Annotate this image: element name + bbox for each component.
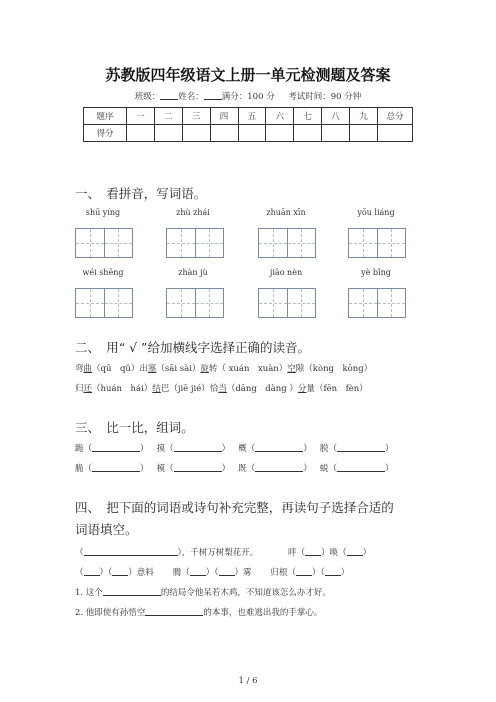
class-blank — [160, 90, 178, 100]
answer-blank[interactable] — [174, 462, 222, 472]
answer-blank[interactable] — [347, 546, 363, 556]
pronunciation-options[interactable]: （dāng dàng ） — [226, 384, 298, 394]
exam-info-line — [0, 90, 496, 102]
answer-blank[interactable] — [255, 442, 303, 452]
answer-blank[interactable] — [92, 442, 140, 452]
underlined-char: 当 — [218, 384, 227, 394]
header-cell: 题序 — [84, 108, 127, 125]
pinyin-label: yè bǐng — [361, 268, 391, 277]
writing-grid[interactable] — [258, 288, 316, 318]
header-cell: 六 — [266, 108, 294, 125]
poem-blank[interactable] — [84, 546, 178, 556]
exam-time: 考试时间：90 分钟 — [288, 92, 362, 102]
underlined-char: 分 — [297, 384, 307, 394]
writing-grid[interactable] — [166, 228, 224, 258]
question-2 — [75, 606, 322, 618]
writing-grid[interactable] — [258, 228, 316, 258]
answer-blank[interactable] — [219, 566, 235, 576]
answer-blank[interactable] — [92, 462, 140, 472]
reading-line-1 — [75, 362, 372, 374]
pronunciation-options[interactable]: （ xuán xuàn） — [217, 364, 288, 374]
char: 模 — [156, 464, 166, 474]
header-cell: 四 — [210, 108, 238, 125]
answer-blank[interactable] — [325, 566, 341, 576]
answer-blank[interactable] — [174, 442, 222, 452]
underlined-char: 空 — [287, 364, 296, 374]
char: 出 — [139, 364, 148, 374]
pinyin-label: jiāo nèn — [269, 268, 303, 277]
char: 转 — [208, 364, 218, 374]
answer-blank[interactable] — [255, 462, 303, 472]
char: 脱 — [319, 444, 329, 454]
score-cell[interactable] — [322, 125, 350, 142]
pinyin-label: zhù zhái — [176, 208, 210, 217]
answer-blank[interactable] — [103, 586, 161, 596]
question-text: 的结局令他呆若木鸡，不知道该怎么办才好。 — [160, 588, 331, 598]
answer-blank[interactable] — [337, 462, 385, 472]
char: 归 — [75, 384, 84, 394]
question-text: 2. 他即使有孙悟空 — [75, 608, 146, 618]
section4-heading-cont: 词语填空。 — [75, 522, 138, 537]
question-text: 的本事，也难逃出我的手掌心。 — [203, 608, 323, 618]
char: 量 — [306, 384, 315, 394]
score-cell[interactable] — [210, 125, 238, 142]
char: 摸 — [156, 444, 166, 454]
section3-heading: 三、 比一比，组词。 — [75, 420, 194, 435]
writing-grid[interactable] — [166, 288, 224, 318]
score-table-row — [84, 125, 413, 142]
pinyin-label: zhàn jù — [178, 268, 208, 277]
header-cell: 二 — [154, 108, 182, 125]
word-group-row-2: 脆（ ） 模（ ） 既（ ） 蜕（ ） — [75, 464, 394, 474]
question-1 — [75, 586, 331, 598]
writing-grid[interactable] — [348, 228, 406, 258]
section4-heading: 四、 把下面的词语或诗句补充完整，再读句子选择合适的 — [75, 500, 394, 515]
writing-grid[interactable] — [75, 228, 133, 258]
header-cell: 总分 — [378, 108, 413, 125]
section1-heading: 一、 看拼音，写词语。 — [75, 186, 207, 201]
underlined-char: 还 — [83, 384, 93, 394]
name-label: 姓名： — [178, 92, 204, 102]
class-label: 班级： — [134, 92, 161, 102]
pinyin-label: yōu liáng — [357, 208, 395, 217]
score-cell[interactable] — [350, 125, 378, 142]
answer-blank[interactable] — [305, 546, 321, 556]
answer-blank[interactable] — [337, 442, 385, 452]
section2-heading: 二、 用“ √ ”给加横线字选择正确的读音。 — [75, 340, 310, 355]
word-group-row-1: 跪（ ） 摸（ ） 概（ ） 脱（ ） — [75, 444, 394, 454]
question-text: 1. 这个 — [75, 588, 103, 598]
name-blank — [204, 90, 222, 100]
score-cell[interactable] — [266, 125, 294, 142]
answer-blank[interactable] — [296, 566, 312, 576]
underlined-char: 旋 — [200, 364, 209, 374]
writing-grid[interactable] — [75, 288, 133, 318]
score-cell[interactable] — [154, 125, 182, 142]
idiom-text: 归根 — [270, 568, 288, 578]
pronunciation-options[interactable]: （fēn fèn） — [314, 384, 368, 394]
pronunciation-options[interactable]: （jiē jié） — [169, 384, 210, 394]
answer-blank[interactable] — [112, 566, 128, 576]
underlined-char: 塞 — [147, 364, 157, 374]
header-cell: 五 — [238, 108, 266, 125]
underlined-char: 曲 — [83, 364, 93, 374]
char: 脆 — [75, 464, 84, 474]
fill-line-2: （ ）（ ）意料 腾（ ）（ ）雾 归根（ ）（ ） — [75, 568, 350, 578]
pronunciation-options[interactable]: （kòng kōng） — [304, 364, 373, 374]
header-cell: 八 — [322, 108, 350, 125]
char: 既 — [238, 464, 247, 474]
header-cell: 九 — [350, 108, 378, 125]
pinyin-label: wéi shēng — [82, 268, 124, 277]
full-score: 满分：100 分 — [221, 92, 275, 102]
char: 概 — [238, 444, 247, 454]
page-number: 1 / 6 — [238, 676, 258, 686]
char: 弯 — [75, 364, 84, 374]
header-cell: 三 — [182, 108, 210, 125]
fill-line-1: （ ），千树万树梨花开。 呼（ ）唤（ ） — [75, 548, 372, 558]
score-cell[interactable] — [294, 125, 322, 142]
score-table — [83, 107, 413, 142]
header-cell: 一 — [127, 108, 155, 125]
char: 蜕 — [319, 464, 329, 474]
answer-blank[interactable] — [190, 566, 206, 576]
pinyin-label: shū yíng — [85, 208, 121, 217]
pinyin-label: zhuān xīn — [266, 208, 306, 217]
pronunciation-options[interactable]: （sāi sài） — [156, 364, 201, 374]
score-cell[interactable] — [378, 125, 413, 142]
answer-blank[interactable] — [84, 566, 100, 576]
pronunciation-options[interactable]: （huán hái） — [92, 384, 153, 394]
idiom-text: 意料 — [136, 568, 154, 578]
pronunciation-options[interactable]: （qū qǔ） — [92, 364, 140, 374]
char: 巴 — [160, 384, 170, 394]
char: 恰 — [209, 384, 219, 394]
score-cell[interactable] — [182, 125, 210, 142]
document-title: 苏教版四年级语文上册一单元检测题及答案 — [105, 66, 391, 84]
reading-line-2 — [75, 382, 368, 394]
score-table-header — [84, 108, 413, 125]
underlined-char: 结 — [152, 384, 161, 394]
char: 雾 — [243, 568, 252, 578]
char: 隙 — [295, 364, 305, 374]
poem-text: ，千树万树梨花开。 — [181, 548, 259, 558]
writing-grid[interactable] — [348, 288, 406, 318]
header-cell: 七 — [294, 108, 322, 125]
answer-blank[interactable] — [145, 606, 203, 616]
char: 呼 — [288, 548, 297, 558]
char: 跪 — [75, 444, 84, 454]
score-row-label: 得分 — [84, 125, 127, 142]
score-cell[interactable] — [238, 125, 266, 142]
score-cell[interactable] — [127, 125, 155, 142]
char: 腾 — [172, 568, 182, 578]
char: 唤 — [329, 548, 339, 558]
